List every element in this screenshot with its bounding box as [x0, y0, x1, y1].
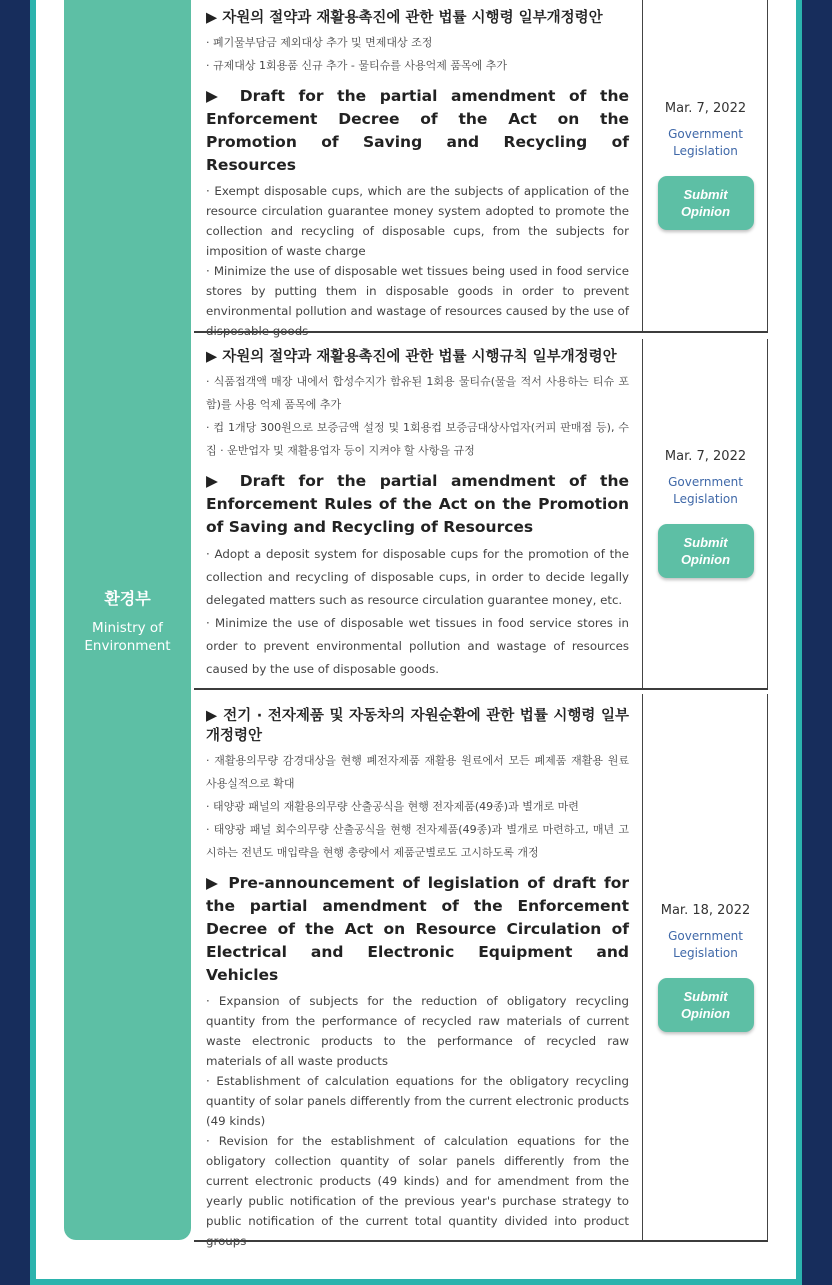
item-ko: · 폐기물부담금 제외대상 추가 및 면제대상 조정 — [206, 36, 433, 49]
button-line1: Submit — [683, 988, 728, 1004]
legislation-content — [194, 0, 643, 338]
button-line1: Submit — [683, 535, 728, 550]
agency-label — [668, 474, 743, 508]
submit-opinion-button[interactable] — [658, 978, 754, 1032]
item-en: · Revision for the establishment of calculation equations for the obligatory collection quantity of solar panels differently from the current electronic products (49 kinds) and for amendment from the yearly public notification of the previous year's purchase strategy to public notification of the current total quantity divided into product groups — [206, 1134, 629, 1248]
title-ko: ▶ 자원의 절약과 재활용촉진에 관한 법률 시행규칙 일부개정령안 — [206, 349, 617, 365]
legislation-content — [194, 339, 643, 688]
button-line2: Opinion — [680, 552, 731, 567]
ministry-cell — [64, 0, 191, 1240]
agency-line1: Government — [668, 475, 743, 489]
content-panel — [36, 0, 796, 1279]
title-ko: ▶ 자원의 절약과 재활용촉진에 관한 법률 시행령 일부개정령안 — [206, 10, 603, 26]
legislation-content — [194, 694, 643, 1248]
legislation-row — [194, 694, 768, 1248]
ministry-name-en — [84, 619, 170, 655]
legislation-side — [644, 339, 768, 688]
agency-line1: Government — [668, 928, 743, 943]
item-en: · Adopt a deposit system for disposable cups for the promotion of the collection and recycling of disposable cups, in order to decide legally delegated matters such as resource circulation guarantee money, etc. — [206, 547, 629, 607]
title-ko: ▶ 전기 · 전자제품 및 자동차의 자원순환에 관한 법률 시행령 일부개정령안 — [206, 708, 629, 744]
title-en: ▶ Pre-announcement of legislation of draft for the partial amendment of the Enforcement Decree of the Act on Resource Circulation of Electrical and Electronic Equipment and Vehicles — [206, 874, 629, 984]
notice-date: Mar. 7, 2022 — [664, 101, 747, 116]
notice-date: Mar. 18, 2022 — [660, 902, 751, 918]
item-ko: · 태양광 패널의 재활용의무량 산출공식을 현행 전자제품(49종)과 별개로 마련 — [206, 800, 579, 813]
legislation-row — [194, 0, 768, 338]
agency-label — [668, 126, 743, 160]
submit-opinion-button[interactable] — [658, 524, 754, 578]
item-ko: · 규제대상 1회용품 신규 추가 - 물티슈를 사용억제 품목에 추가 — [206, 59, 507, 72]
legislation-side — [644, 0, 768, 331]
ministry-name-en-line1: Ministry of — [92, 619, 163, 636]
ministry-name-ko: 환경부 — [104, 588, 151, 608]
agency-line2: Legislation — [673, 144, 738, 158]
submit-opinion-button[interactable] — [658, 176, 754, 230]
item-en: · Establishment of calculation equations for the obligatory recycling quantity of solar panels differently from the current electronic products (49 kinds) — [206, 1074, 629, 1128]
agency-line2: Legislation — [673, 492, 738, 506]
item-en: · Minimize the use of disposable wet tissues in food service stores in order to prevent environmental pollution and wastage of resources caused by the use of disposable goods. — [206, 616, 629, 676]
legislation-side — [644, 694, 768, 1240]
button-line2: Opinion — [680, 1005, 731, 1021]
title-en: ▶ Draft for the partial amendment of the Enforcement Rules of the Act on the Promotion of Saving and Recycling of Resources — [206, 472, 629, 536]
title-en: ▶ Draft for the partial amendment of the Enforcement Decree of the Act on the Promotion of Saving and Recycling of Resources — [206, 87, 629, 174]
item-ko: · 태양광 패널 회수의무량 산출공식을 현행 전자제품(49종)과 별개로 마련하고, 매년 고시하는 전년도 매입략을 현행 총량에서 제품군별로도 고시하도록 개정 — [206, 823, 629, 859]
item-en: · Exempt disposable cups, which are the subjects of application of the resource circulation guarantee money system adopted to promote the collection and recycling of disposable cups, from the subjects for imposition of waste charge — [206, 184, 629, 258]
item-ko: · 식품접객액 매장 내에서 합성수지가 함유된 1회용 물티슈(물을 적서 사용하는 티슈 포함)를 사용 억제 품목에 추가 — [206, 375, 629, 411]
item-ko: · 컵 1개당 300원으로 보증금액 설정 및 1회용컵 보증금대상사업자(커피 판매점 등), 수집 · 운반업자 및 재활용업자 등이 지켜야 할 사항을 규정 — [206, 421, 629, 457]
item-en: · Minimize the use of disposable wet tissues being used in food service stores by putting them in disposable goods in order to prevent environmental pollution and wastage of resources caused by the use of disposable goods — [206, 264, 629, 338]
notice-date: Mar. 7, 2022 — [664, 449, 747, 464]
button-line1: Submit — [683, 187, 728, 202]
agency-label — [668, 928, 743, 962]
legislation-row — [194, 339, 768, 690]
agency-line1: Government — [668, 127, 743, 141]
button-line2: Opinion — [680, 204, 731, 219]
item-ko: · 재활용의무량 감경대상을 현행 폐전자제품 재활용 원료에서 모든 폐제품 재활용 원료 사용실적으로 확대 — [206, 754, 629, 790]
ministry-name-en-line2: Environment — [84, 637, 171, 654]
agency-line2: Legislation — [673, 945, 738, 960]
item-en: · Expansion of subjects for the reduction of obligatory recycling quantity from the performance of recycled raw materials of current waste electronic products to the performance of recycled raw materials of all waste products — [206, 994, 629, 1068]
page-frame — [30, 0, 802, 1285]
